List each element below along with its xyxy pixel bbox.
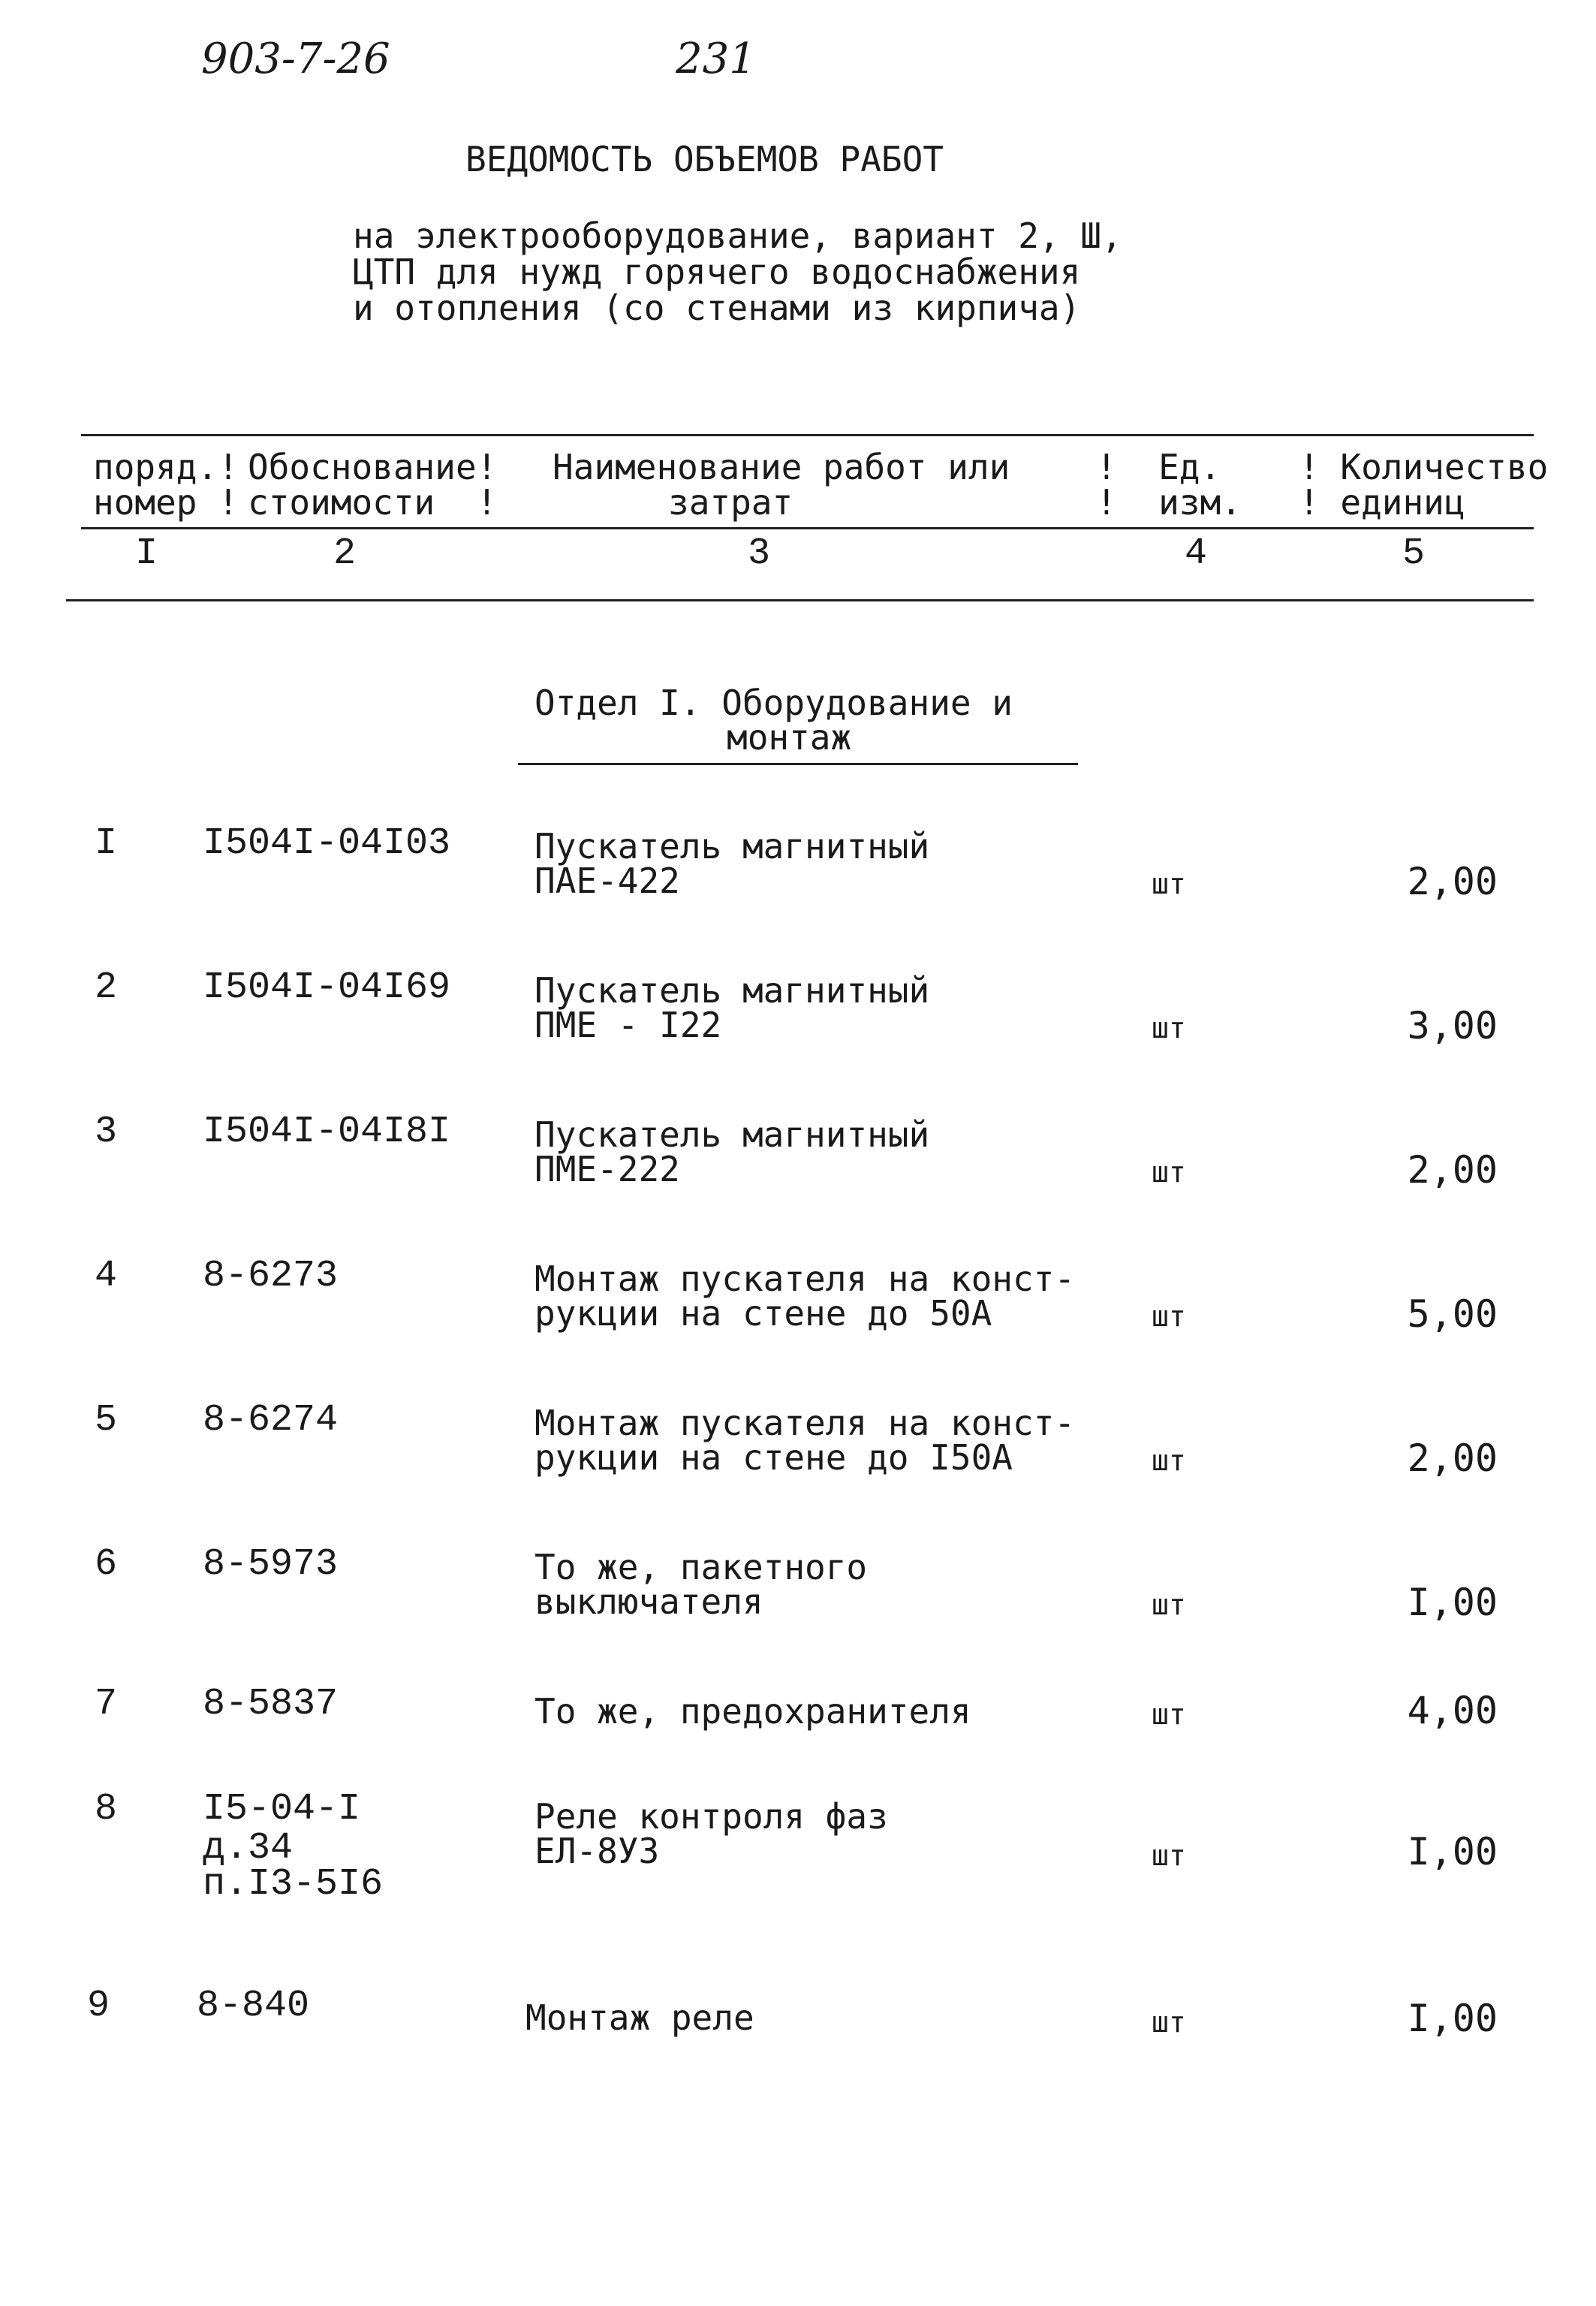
row-1-basis: I504I-04I03 bbox=[203, 822, 451, 865]
header-middle-rule bbox=[81, 527, 1534, 529]
row-1-unit: шт bbox=[1152, 867, 1186, 900]
row-5-name-line-1: Монтаж пускателя на конст- bbox=[535, 1403, 1076, 1443]
row-4-name-line-2: рукции на стене до 50А bbox=[535, 1293, 992, 1334]
header-bottom-rule bbox=[66, 599, 1534, 601]
row-9-number: 9 bbox=[87, 1985, 110, 2027]
row-1-number: I bbox=[95, 822, 118, 865]
column-number-4: 4 bbox=[1185, 532, 1208, 575]
header-col3-line1: Наименование работ или bbox=[553, 447, 1010, 487]
section-title-line-2: монтаж bbox=[727, 717, 852, 758]
row-1-name-line-1: Пускатель магнитный bbox=[535, 826, 930, 867]
row-5-quantity: 2,00 bbox=[1407, 1436, 1498, 1480]
subtitle-line-2: ЦТП для нужд горячего водоснабжения bbox=[353, 252, 1081, 292]
row-8-basis-line-3: п.I3-5I6 bbox=[203, 1863, 384, 1906]
row-3-name-line-2: ПМЕ-222 bbox=[535, 1149, 680, 1189]
row-8-number: 8 bbox=[95, 1788, 118, 1831]
row-9-quantity: I,00 bbox=[1407, 1997, 1498, 2040]
header-col5-line1: ! Количество bbox=[1299, 447, 1549, 487]
row-4-quantity: 5,00 bbox=[1407, 1292, 1498, 1336]
row-4-unit: шт bbox=[1152, 1300, 1186, 1333]
row-6-quantity: I,00 bbox=[1407, 1581, 1498, 1624]
row-5-number: 5 bbox=[95, 1399, 118, 1442]
row-4-basis: 8-6273 bbox=[203, 1255, 339, 1298]
row-4-number: 4 bbox=[95, 1255, 118, 1298]
row-2-unit: шт bbox=[1152, 1011, 1186, 1044]
row-8-name-line-1: Реле контроля фаз bbox=[535, 1796, 888, 1837]
row-6-name-line-2: выключателя bbox=[535, 1581, 763, 1622]
row-3-name-line-1: Пускатель магнитный bbox=[535, 1114, 930, 1155]
header-col1-line2: номер ! bbox=[93, 482, 239, 523]
row-3-unit: шт bbox=[1152, 1156, 1186, 1189]
header-top-rule bbox=[81, 434, 1534, 436]
row-3-basis: I504I-04I8I bbox=[203, 1111, 451, 1153]
column-number-2: 2 bbox=[333, 532, 357, 575]
row-1-quantity: 2,00 bbox=[1407, 860, 1498, 903]
document-code: 903-7-26 bbox=[201, 35, 390, 83]
header-col3-line2: затрат bbox=[668, 482, 793, 523]
row-1-name-line-2: ПАЕ-422 bbox=[535, 861, 680, 901]
column-number-1: I bbox=[135, 532, 158, 575]
row-2-name-line-1: Пускатель магнитный bbox=[535, 970, 930, 1011]
row-7-basis: 8-5837 bbox=[203, 1683, 339, 1726]
row-9-unit: шт bbox=[1152, 2006, 1186, 2039]
row-8-name-line-2: ЕЛ-8УЗ bbox=[535, 1831, 660, 1871]
subtitle-line-3: и отопления (со стенами из кирпича) bbox=[353, 288, 1081, 328]
document-title: ВЕДОМОСТЬ ОБЪЕМОВ РАБОТ bbox=[465, 139, 944, 179]
row-6-unit: шт bbox=[1152, 1588, 1186, 1621]
row-5-name-line-2: рукции на стене до I50А bbox=[535, 1437, 1013, 1478]
subtitle-line-1: на электрооборудование, вариант 2, Ш, bbox=[353, 216, 1122, 256]
row-2-basis: I504I-04I69 bbox=[203, 966, 451, 1009]
row-7-name-line-1: То же, предохранителя bbox=[535, 1691, 971, 1732]
header-col4-line2: ! изм. bbox=[1096, 482, 1242, 523]
row-6-number: 6 bbox=[95, 1543, 118, 1586]
column-number-5: 5 bbox=[1402, 532, 1426, 575]
header-col2-line1: Обоснование! bbox=[248, 447, 498, 487]
row-6-name-line-1: То же, пакетного bbox=[535, 1547, 868, 1587]
row-2-name-line-2: ПМЕ - I22 bbox=[535, 1005, 722, 1045]
row-3-quantity: 2,00 bbox=[1407, 1148, 1498, 1192]
page-number: 231 bbox=[676, 35, 756, 83]
row-7-quantity: 4,00 bbox=[1407, 1689, 1498, 1732]
row-8-basis-line-1: I5-04-I bbox=[203, 1788, 361, 1831]
row-8-unit: шт bbox=[1152, 1839, 1186, 1872]
row-9-basis: 8-840 bbox=[197, 1985, 310, 2027]
row-7-number: 7 bbox=[95, 1683, 118, 1726]
header-col4-line1: ! Ед. bbox=[1096, 447, 1221, 487]
row-5-basis: 8-6274 bbox=[203, 1399, 339, 1442]
row-3-number: 3 bbox=[95, 1111, 118, 1153]
column-number-3: 3 bbox=[748, 532, 771, 575]
row-7-unit: шт bbox=[1152, 1698, 1186, 1731]
row-8-basis-line-2: д.34 bbox=[203, 1827, 294, 1870]
row-4-name-line-1: Монтаж пускателя на конст- bbox=[535, 1259, 1076, 1299]
row-5-unit: шт bbox=[1152, 1444, 1186, 1477]
section-title-line-1: Отдел I. Оборудование и bbox=[535, 683, 1013, 723]
row-2-quantity: 3,00 bbox=[1407, 1004, 1498, 1047]
header-col1-line1: поряд.! bbox=[93, 447, 239, 487]
row-6-basis: 8-5973 bbox=[203, 1543, 339, 1586]
header-col2-line2: стоимости ! bbox=[248, 482, 498, 523]
section-title-underline bbox=[518, 763, 1078, 765]
header-col5-line2: ! единиц bbox=[1299, 482, 1465, 523]
row-2-number: 2 bbox=[95, 966, 118, 1009]
row-9-name-line-1: Монтаж реле bbox=[525, 1997, 754, 2038]
row-8-quantity: I,00 bbox=[1407, 1830, 1498, 1873]
